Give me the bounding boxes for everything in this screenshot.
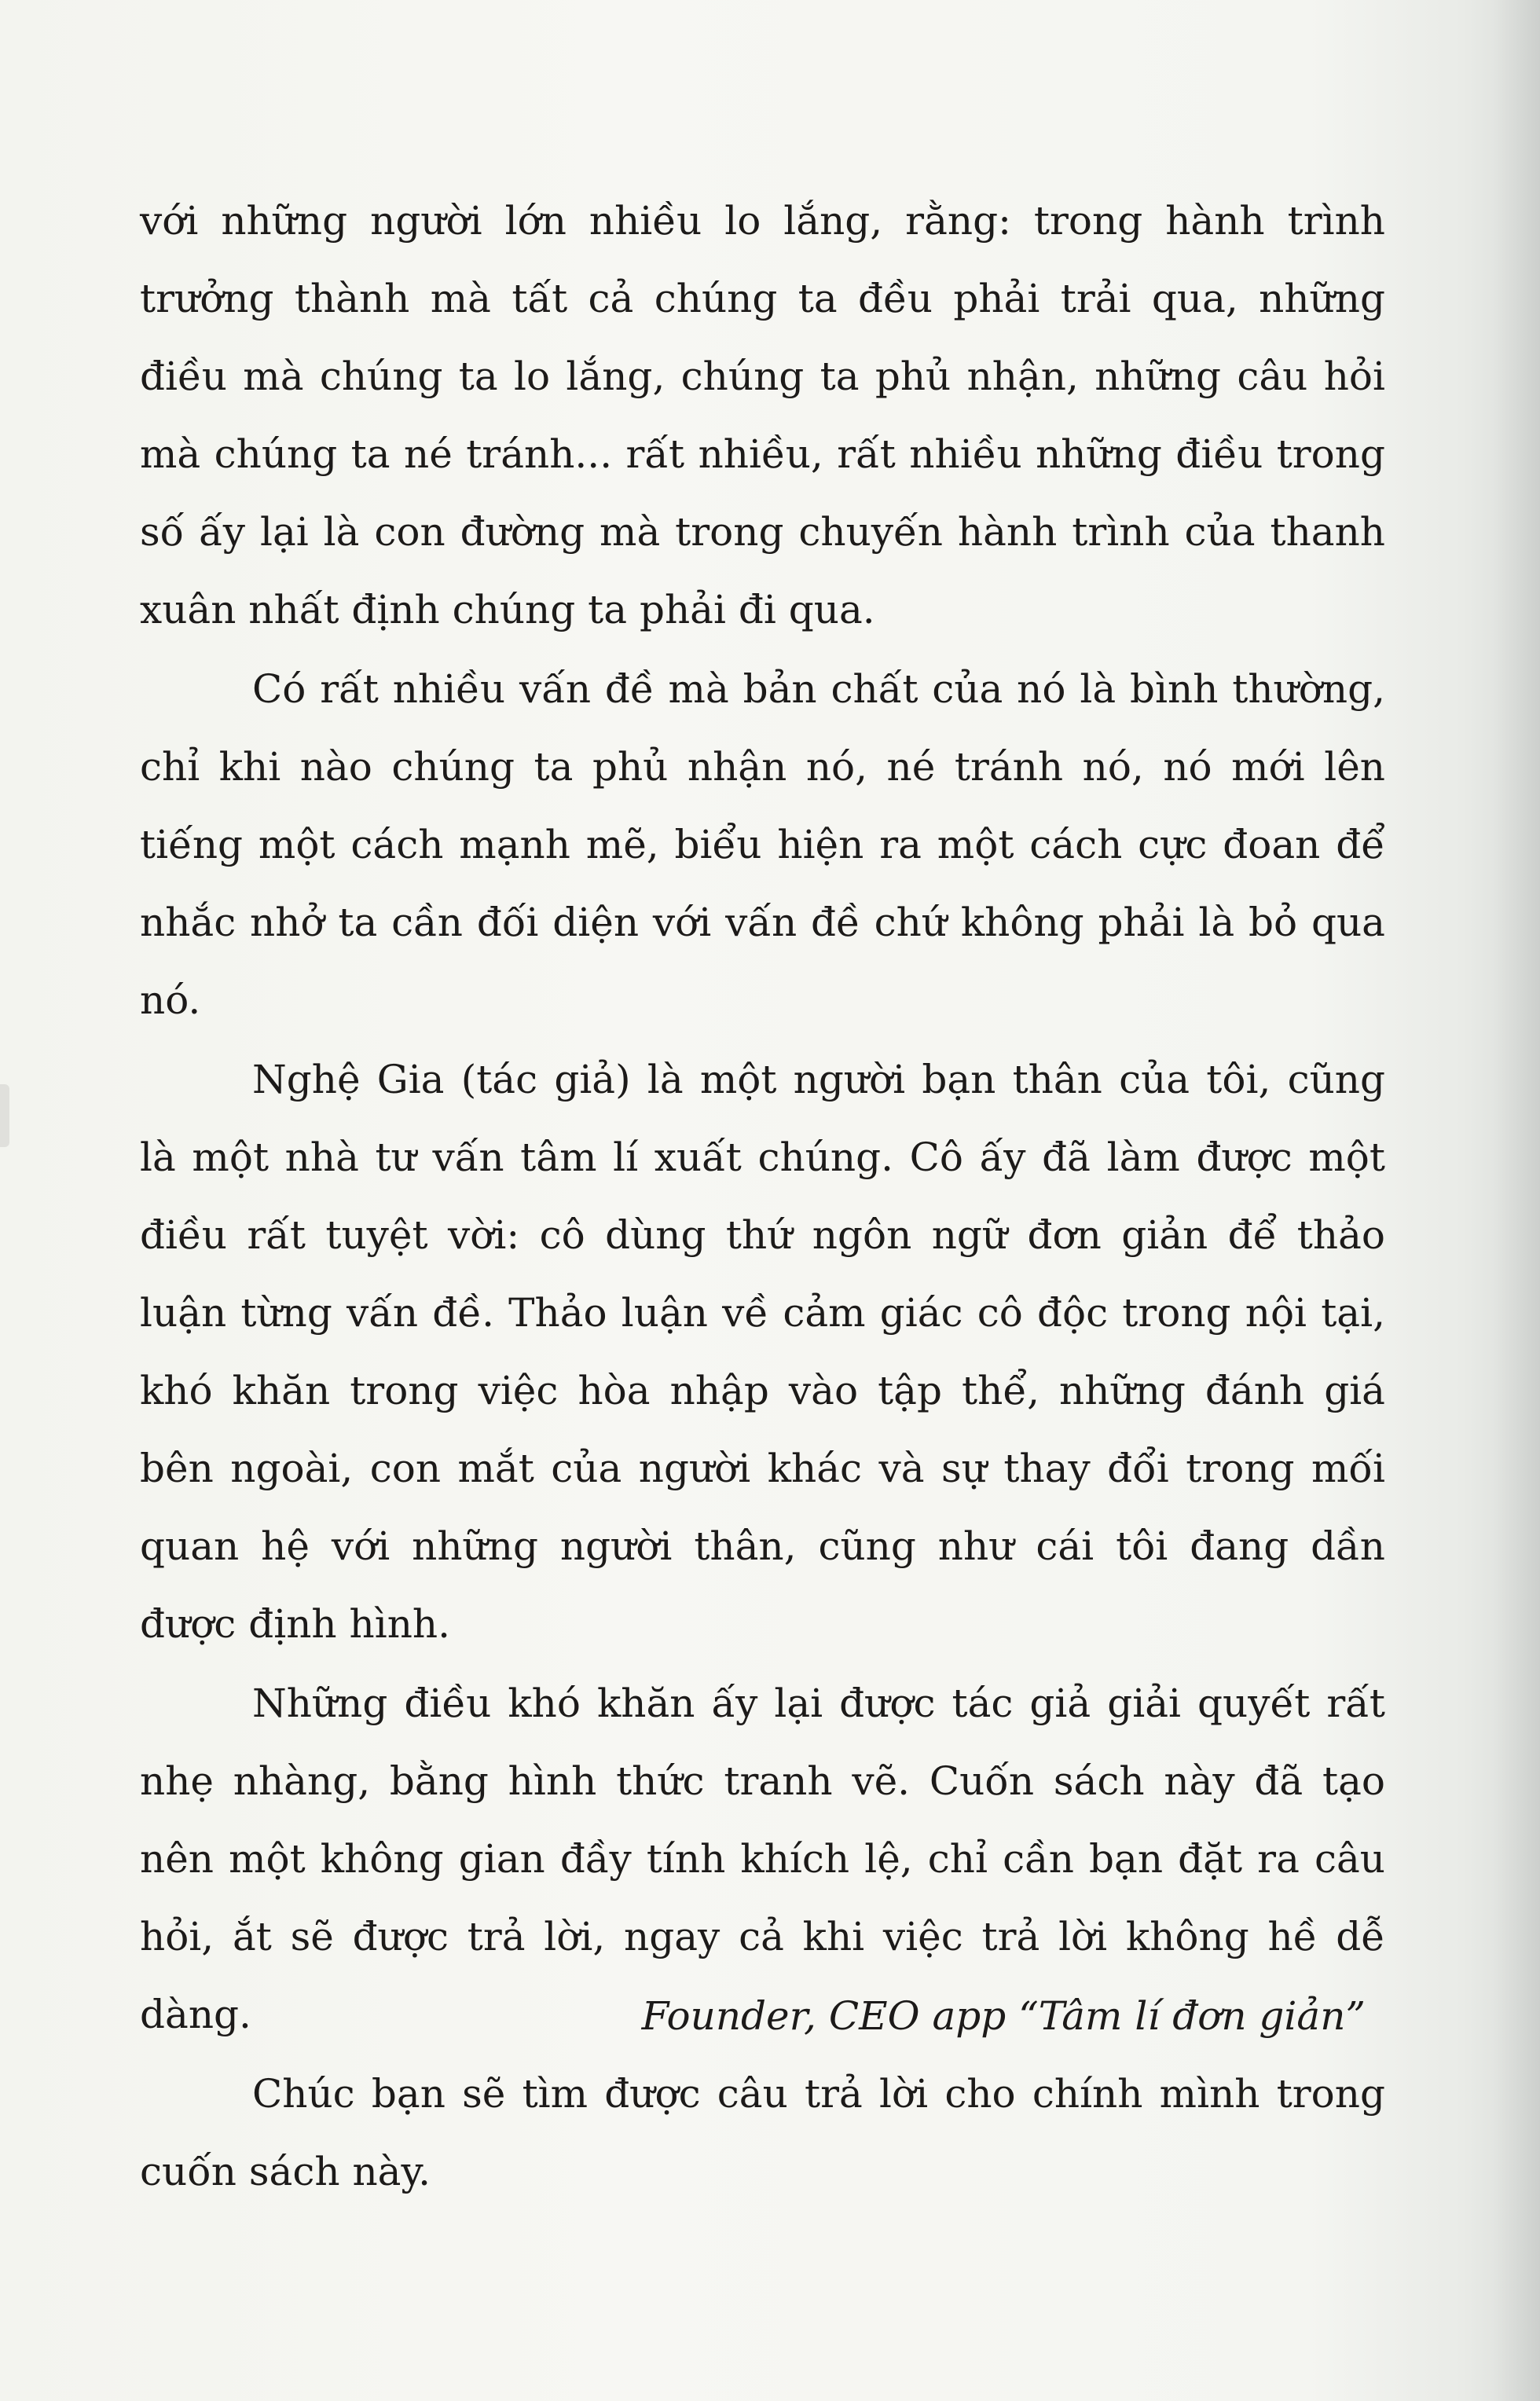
paragraph-2: Có rất nhiều vấn đề mà bản chất của nó là bình thường, chỉ khi nào chúng ta phủ nhận nó, né tránh nó, nó mới lên tiếng một cách mạnh mẽ, biểu hiện ra một cách cực đoan để nhắc nhở ta cần đối diện với vấn đề chứ không phải là bỏ qua nó. — [140, 666, 1385, 1023]
signature-line: Founder, CEO app “Tâm lí đơn giản” — [641, 1993, 1366, 2039]
body-text — [140, 182, 1385, 2212]
paragraph-1: với những người lớn nhiều lo lắng, rằng: trong hành trình trưởng thành mà tất cả chúng ta đều phải trải qua, những điều mà chúng ta lo lắng, chúng ta phủ nhận, những câu hỏi mà chúng ta né tránh... rất nhiều, rất nhiều những điều trong số ấy lại là con đường mà trong chuyến hành trình của thanh xuân nhất định chúng ta phải đi qua. — [140, 198, 1385, 632]
paragraph-4: Những điều khó khăn ấy lại được tác giả giải quyết rất nhẹ nhàng, bằng hình thức tranh vẽ. Cuốn sách này đã tạo nên một không gian đầy tính khích lệ, chỉ cần bạn đặt ra câu hỏi, ắt sẽ được trả lời, ngay cả khi việc trả lời không hề dễ dàng. — [140, 1681, 1385, 2037]
page-edge — [0, 1084, 9, 1147]
paragraph-5: Chúc bạn sẽ tìm được câu trả lời cho chính mình trong cuốn sách này. — [140, 2071, 1385, 2194]
page-gutter-shadow — [1493, 0, 1540, 2401]
paragraph-3: Nghệ Gia (tác giả) là một người bạn thân của tôi, cũng là một nhà tư vấn tâm lí xuất chúng. Cô ấy đã làm được một điều rất tuyệt vời: cô dùng thứ ngôn ngữ đơn giản để thảo luận từng vấn đề. Thảo luận về cảm giác cô độc trong nội tại, khó khăn trong việc hòa nhập vào tập thể, những đánh giá bên ngoài, con mắt của người khác và sự thay đổi trong mối quan hệ với những người thân, cũng như cái tôi đang dần được định hình. — [140, 1057, 1385, 1647]
